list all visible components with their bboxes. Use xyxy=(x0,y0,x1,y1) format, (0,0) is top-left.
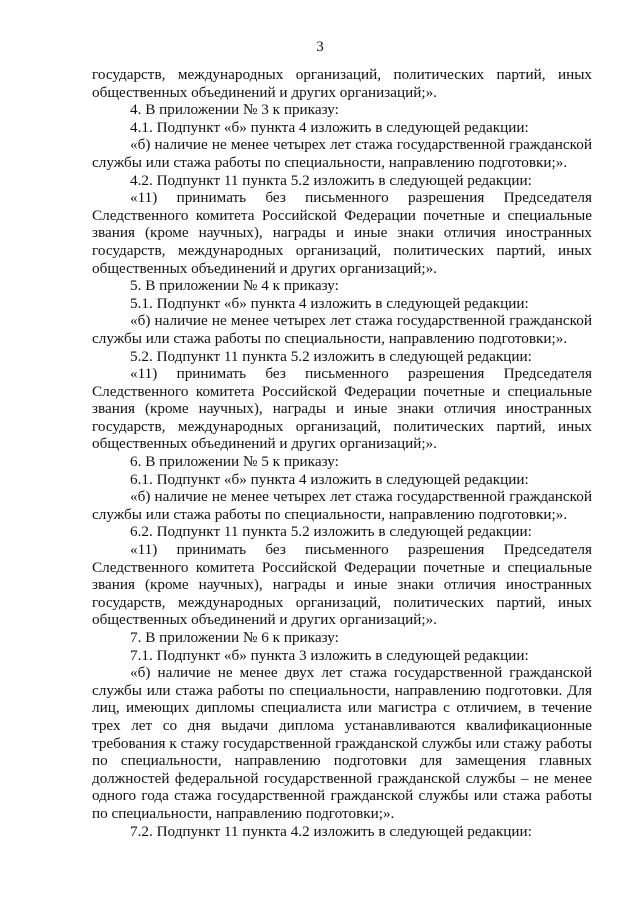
paragraph-18: 7.1. Подпункт «б» пункта 3 изложить в следующей редакции: xyxy=(130,646,529,664)
paragraph-14: «б) наличие не менее четырех лет стажа государственной гражданской службы или стажа работы по специальности, направлению подготовки;». xyxy=(92,488,592,523)
paragraph-8: 5.1. Подпункт «б» пункта 4 изложить в следующей редакции: xyxy=(130,294,529,312)
document-body xyxy=(92,66,592,840)
paragraph-4: «б) наличие не менее четырех лет стажа государственной гражданской службы или стажа работы по специальности, направлению подготовки;». xyxy=(92,136,592,171)
paragraph-7: 5. В приложении № 4 к приказу: xyxy=(130,277,339,295)
paragraph-5: 4.2. Подпункт 11 пункта 5.2 изложить в следующей редакции: xyxy=(130,171,532,189)
page-number: 3 xyxy=(316,39,324,55)
paragraph-19: «б) наличие не менее двух лет стажа государственной гражданской службы или стажа работы по специальности, направлению подготовки. Для лиц, имеющих дипломы специалиста или магистра с отличием, в течение трех лет со дня выдачи диплома устанавливаются квалификационные требования к стажу государственной гражданской службы или стажу работы по специальности, направлению подготовки для замещения главных должностей федеральной государственной гражданской службы – не менее одного года стажа государственной гражданской службы или стажа работы по специальности, направлению подготовки;». xyxy=(92,664,592,822)
paragraph-20: 7.2. Подпункт 11 пункта 4.2 изложить в следующей редакции: xyxy=(130,822,532,840)
paragraph-11: «11) принимать без письменного разрешения Председателя Следственного комитета Российской Федерации почетные и специальные звания (кроме научных), награды и иные знаки отличия иностранных государств, международных организаций, политических партий, иных общественных объединений и других организаций;». xyxy=(92,365,592,453)
paragraph-16: «11) принимать без письменного разрешения Председателя Следственного комитета Российской Федерации почетные и специальные звания (кроме научных), награды и иные знаки отличия иностранных государств, международных организаций, политических партий, иных общественных объединений и других организаций;». xyxy=(92,541,592,629)
paragraph-17: 7. В приложении № 6 к приказу: xyxy=(130,629,339,646)
paragraph-1: государств, международных организаций, политических партий, иных общественных объединений и других организаций;». xyxy=(92,66,592,101)
paragraph-9: «б) наличие не менее четырех лет стажа государственной гражданской службы или стажа работы по специальности, направлению подготовки;». xyxy=(92,312,592,347)
paragraph-2: 4. В приложении № 3 к приказу: xyxy=(130,101,339,119)
paragraph-15: 6.2. Подпункт 11 пункта 5.2 изложить в следующей редакции: xyxy=(130,523,532,541)
paragraph-12: 6. В приложении № 5 к приказу: xyxy=(130,453,339,471)
paragraph-13: 6.1. Подпункт «б» пункта 4 изложить в следующей редакции: xyxy=(130,470,529,488)
paragraph-6: «11) принимать без письменного разрешения Председателя Следственного комитета Российской Федерации почетные и специальные звания (кроме научных), награды и иные знаки отличия иностранных государств, международных организаций, политических партий, иных общественных объединений и других организаций;». xyxy=(92,189,592,277)
paragraph-3: 4.1. Подпункт «б» пункта 4 изложить в следующей редакции: xyxy=(130,118,529,136)
paragraph-10: 5.2. Подпункт 11 пункта 5.2 изложить в следующей редакции: xyxy=(130,347,532,365)
